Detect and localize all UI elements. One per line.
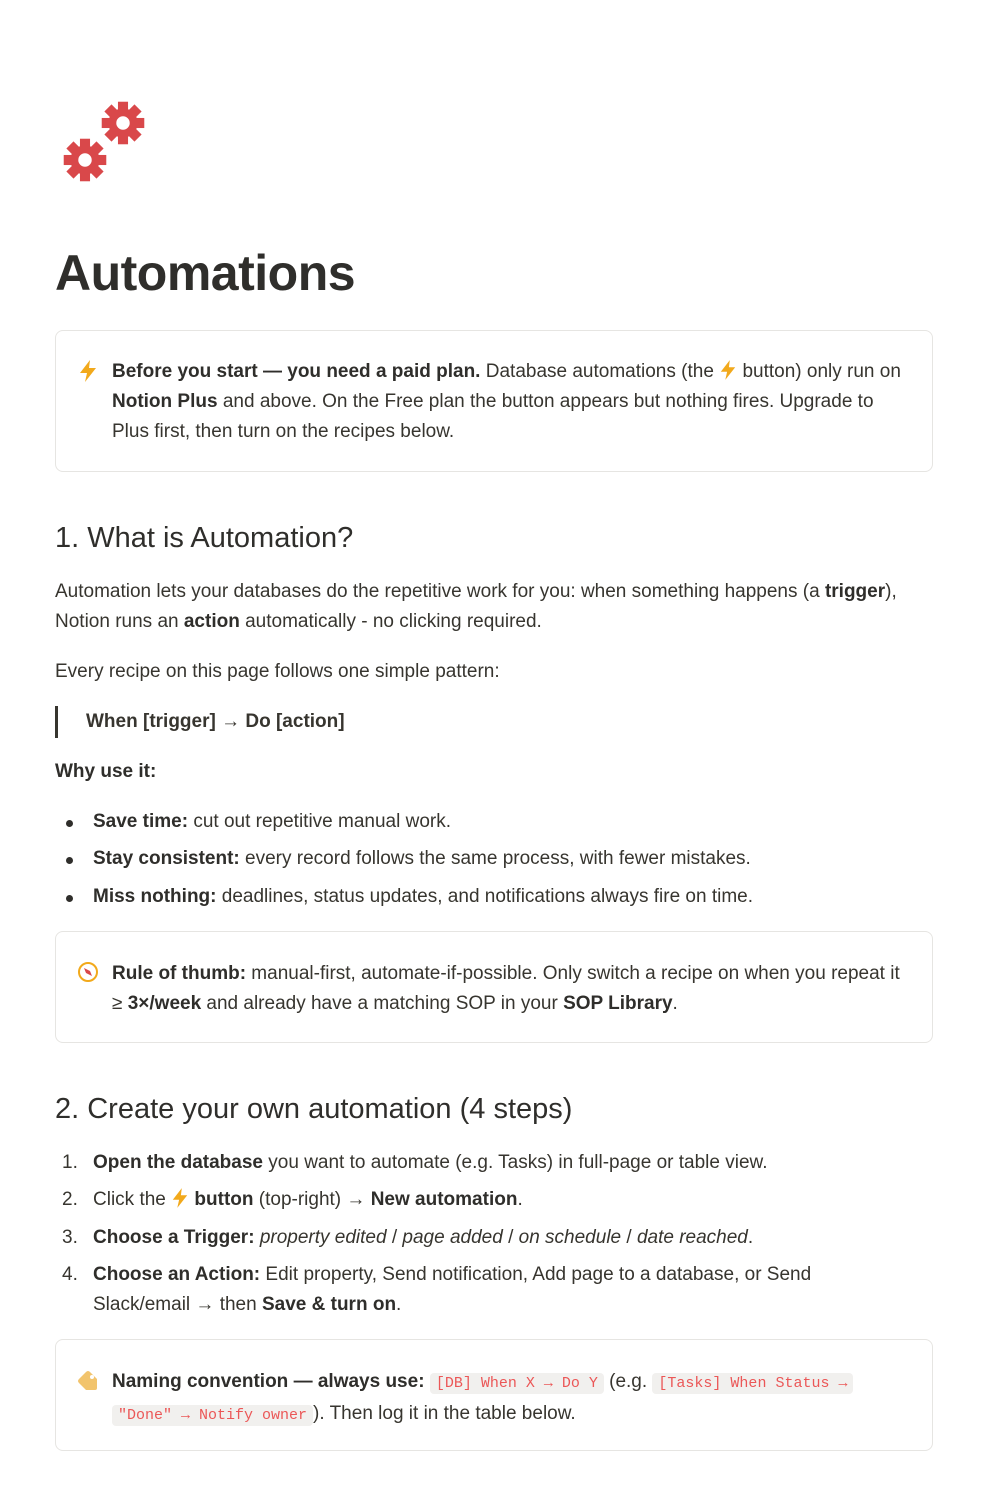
bullet-bold: Stay consistent: <box>93 848 240 869</box>
naming-example-code: [Tasks] When Status → <box>652 1373 853 1394</box>
list-item <box>93 1148 864 1178</box>
separator: / <box>386 1227 403 1248</box>
step-text: Edit property, Send notification, Add page to a database, or Send Slack/email → then <box>93 1264 812 1315</box>
gears-icon[interactable] <box>58 96 150 188</box>
step-text: (top-right) → <box>253 1189 371 1210</box>
step-text: . <box>517 1189 523 1210</box>
bullet-text: cut out repetitive manual work. <box>188 811 452 832</box>
separator: / <box>502 1227 519 1248</box>
callout-bold: Before you start — you need a paid plan. <box>112 361 481 382</box>
why-bold: Why use it: <box>55 761 157 782</box>
trigger-text: trigger <box>824 581 886 602</box>
lightning-icon <box>171 1188 189 1208</box>
text-part: automatically - no clicking required. <box>239 611 542 632</box>
trigger-option: date reached <box>636 1227 748 1248</box>
step-text: . <box>396 1294 402 1315</box>
trigger-option: property edited <box>259 1227 387 1248</box>
callout-text-part: and already have a matching SOP in your <box>201 993 564 1014</box>
bullet-text: deadlines, status updates, and notifications always fire on time. <box>216 886 754 907</box>
paragraph-pattern: Every recipe on this page follows one simple pattern: <box>55 661 500 682</box>
section-heading-create-automation: 2. Create your own automation (4 steps) <box>55 1093 573 1125</box>
step-text: Click the <box>93 1189 172 1210</box>
separator: / <box>621 1227 637 1248</box>
sop-library-text: SOP Library <box>563 993 673 1014</box>
step-bold: Open the database <box>93 1152 263 1173</box>
trigger-option: on schedule <box>518 1227 622 1248</box>
callout-text-part: ). Then log it in the table below. <box>313 1403 576 1424</box>
callout-text <box>112 357 912 447</box>
page-title: Automations <box>55 245 356 301</box>
step-bold: Choose an Action: <box>93 1264 261 1285</box>
paragraph-intro <box>55 577 938 637</box>
step-number: 1. <box>62 1152 78 1173</box>
save-turn-on-text: Save & turn on <box>261 1294 397 1315</box>
callout-rule-of-thumb <box>55 931 933 1043</box>
why-use-it-label <box>55 757 938 787</box>
callout-text-part: Database automations (the <box>480 361 720 382</box>
list-item <box>93 882 964 912</box>
list-item <box>93 1260 864 1320</box>
notion-plus-text: Notion Plus <box>112 391 218 412</box>
callout-paid-plan <box>55 330 933 472</box>
step-bold: button <box>194 1189 254 1210</box>
list-item <box>93 844 964 874</box>
text-part: ), Notion runs an <box>55 581 897 632</box>
trigger-option: page added <box>402 1227 503 1248</box>
section-heading-what-is-automation: 1. What is Automation? <box>55 522 354 554</box>
step-number: 2. <box>62 1189 78 1210</box>
text-part: Automation lets your databases do the repetitive work for you: when something happens (a <box>55 581 825 602</box>
list-item <box>93 807 964 837</box>
naming-pattern-code: [DB] When X → Do Y <box>430 1373 604 1394</box>
bullet-bold: Save time: <box>93 811 189 832</box>
step-number: 4. <box>62 1264 78 1285</box>
lightning-icon <box>76 359 100 383</box>
action-text: action <box>183 611 240 632</box>
callout-text-part: (e.g. <box>603 1371 653 1392</box>
bullet-bold: Miss nothing: <box>93 886 217 907</box>
frequency-text: 3×/week <box>127 993 202 1014</box>
step-text: . <box>747 1227 754 1248</box>
callout-text-part: button) only run on <box>737 361 901 382</box>
naming-example-code: "Done" → Notify owner <box>112 1405 313 1426</box>
new-automation-text: New automation <box>370 1189 518 1210</box>
step-text: you want to automate (e.g. Tasks) in full-page or table view. <box>263 1152 768 1173</box>
step-number: 3. <box>62 1227 78 1248</box>
quote-pattern: When [trigger] → Do [action] <box>55 706 345 738</box>
callout-naming-convention <box>55 1339 933 1451</box>
step-bold: Choose a Trigger: <box>93 1227 255 1248</box>
lightning-icon <box>719 360 737 380</box>
label-tag-icon <box>76 1369 100 1393</box>
callout-text <box>112 1367 912 1431</box>
list-item <box>93 1185 864 1215</box>
list-item <box>93 1223 864 1253</box>
callout-text-part: manual-first, automate-if-possible. Only switch a recipe on when you repeat it ≥ <box>112 963 900 1014</box>
callout-bold: Rule of thumb: <box>112 963 247 984</box>
bullet-text: every record follows the same process, with fewer mistakes. <box>239 848 751 869</box>
callout-text-part: . <box>672 993 678 1014</box>
callout-text <box>112 959 912 1019</box>
callout-bold: Naming convention — always use: <box>112 1371 425 1392</box>
callout-text-part: and above. On the Free plan the button appears but nothing fires. Upgrade to Plus first, then turn on the recipes below. <box>112 391 874 442</box>
compass-icon <box>76 960 100 984</box>
